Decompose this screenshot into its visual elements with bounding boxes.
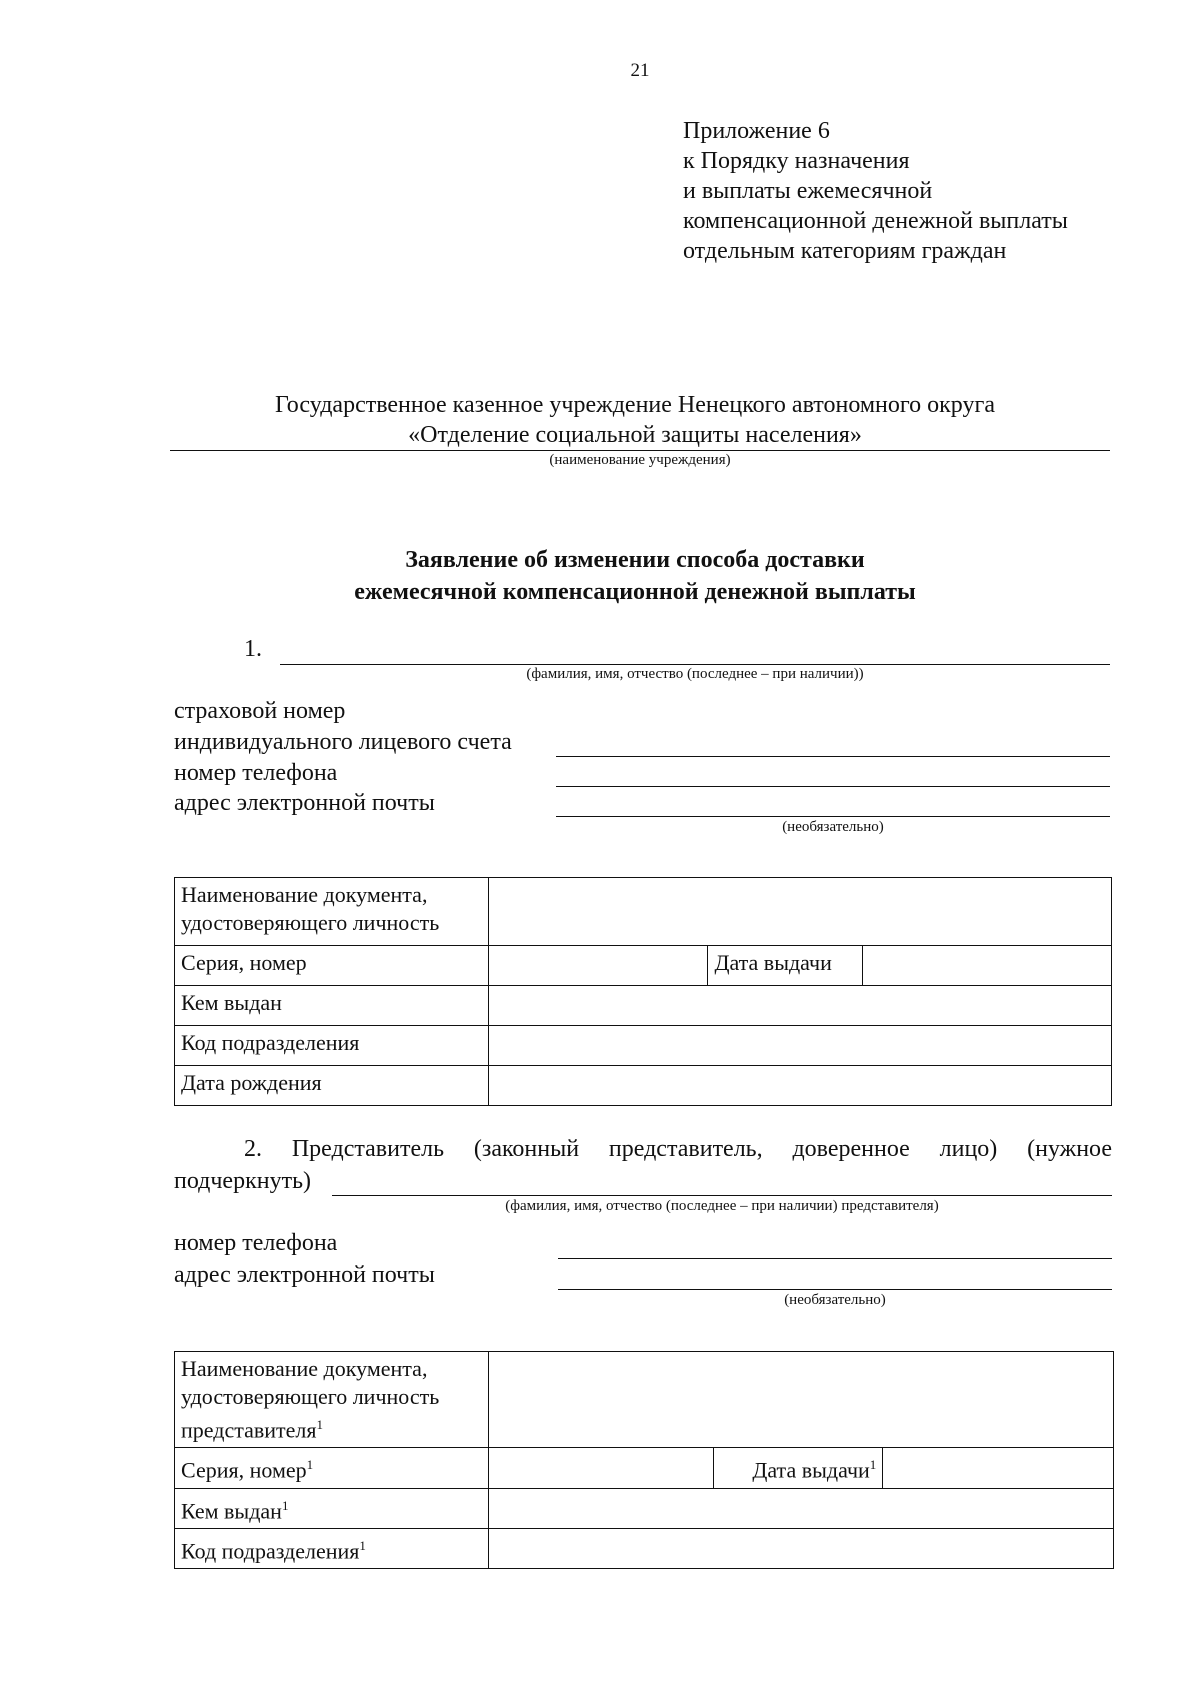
rep-email-optional-caption: (необязательно) — [784, 1292, 886, 1308]
footnote-mark: 1 — [359, 1537, 366, 1553]
section2-text-line1: 2. Представитель (законный представитель, доверенное лицо) (нужное — [244, 1136, 1112, 1162]
institution-line-2: «Отделение социальной защиты населения» — [408, 422, 862, 448]
title-line-2: ежемесячной компенсационной денежной выплаты — [354, 579, 916, 605]
footnote-mark: 1 — [869, 1457, 877, 1473]
applicant-name-field[interactable] — [280, 664, 1110, 665]
institution-name — [170, 390, 1100, 450]
snils-field[interactable] — [556, 756, 1110, 757]
dept-code-label: Код подразделения — [175, 1026, 489, 1066]
rep-issue-date-cell — [714, 1448, 883, 1488]
rep-dept-code-label: Код подразделения — [181, 1538, 360, 1564]
issue-date-label: Дата выдачи — [708, 946, 863, 986]
annex-line: компенсационной денежной выплаты — [683, 208, 1068, 234]
dept-code-value[interactable] — [488, 1026, 1111, 1066]
representative-name-caption: (фамилия, имя, отчество (последнее – при наличии) представителя) — [505, 1198, 939, 1214]
rep-issue-date-label: Дата выдачи — [752, 1457, 870, 1483]
page-number: 21 — [630, 60, 650, 81]
rep-doc-name-label — [175, 1352, 489, 1448]
annex-line: отдельным категориям граждан — [683, 238, 1007, 264]
title-line-1: Заявление об изменении способа доставки — [405, 547, 865, 573]
representative-name-field[interactable] — [332, 1195, 1112, 1196]
rep-dept-code-value[interactable] — [488, 1528, 1113, 1568]
annex-line: Приложение 6 — [683, 118, 830, 144]
series-label: Серия, номер — [175, 946, 489, 986]
doc-name-label: Наименование документа, удостоверяющего личность — [175, 878, 489, 946]
issued-by-value[interactable] — [488, 986, 1111, 1026]
section2-text-line2: подчеркнуть) — [174, 1168, 312, 1194]
rep-phone-label: номер телефона — [174, 1230, 338, 1256]
rep-doc-name-line-1: Наименование документа, — [181, 1356, 428, 1381]
applicant-name-caption: (фамилия, имя, отчество (последнее – при наличии)) — [526, 666, 864, 682]
birth-date-value[interactable] — [488, 1066, 1111, 1106]
rep-issued-by-label: Кем выдан — [181, 1497, 282, 1523]
rep-email-field[interactable] — [558, 1289, 1112, 1290]
section1-number: 1. — [244, 636, 262, 662]
birth-date-label: Дата рождения — [175, 1066, 489, 1106]
doc-name-value[interactable] — [488, 878, 1111, 946]
phone-field[interactable] — [556, 786, 1110, 787]
institution-caption: (наименование учреждения) — [549, 452, 731, 468]
phone-label: номер телефона — [174, 760, 338, 786]
rep-phone-field[interactable] — [558, 1258, 1112, 1259]
rep-doc-name-value[interactable] — [488, 1352, 1113, 1448]
rep-series-cell — [175, 1448, 489, 1488]
institution-underline — [170, 450, 1110, 451]
rep-email-label: адрес электронной почты — [174, 1262, 435, 1288]
series-value[interactable] — [488, 946, 708, 986]
email-label: адрес электронной почты — [174, 790, 435, 816]
snils-label-1: страховой номер — [174, 698, 346, 724]
document-title — [170, 544, 1100, 608]
footnote-mark: 1 — [316, 1417, 323, 1432]
representative-document-table — [174, 1351, 1114, 1569]
email-field[interactable] — [556, 816, 1110, 817]
applicant-document-table — [174, 877, 1112, 1106]
rep-series-label: Серия, номер — [181, 1457, 307, 1483]
annex-line: и выплаты ежемесячной — [683, 178, 933, 204]
annex-header — [683, 116, 1068, 266]
rep-series-value[interactable] — [488, 1448, 714, 1488]
rep-doc-name-line-2: удостоверяющего личность — [181, 1384, 440, 1409]
snils-label-2: индивидуального лицевого счета — [174, 729, 512, 755]
rep-issued-by-value[interactable] — [488, 1488, 1113, 1528]
rep-issue-date-value[interactable] — [883, 1448, 1114, 1488]
rep-doc-name-line-3: представителя — [181, 1417, 317, 1443]
rep-issued-by-cell — [175, 1488, 489, 1528]
email-optional-caption: (необязательно) — [782, 819, 884, 835]
institution-line-1: Государственное казенное учреждение Ненецкого автономного округа — [275, 392, 995, 418]
issue-date-value[interactable] — [863, 946, 1112, 986]
footnote-mark: 1 — [306, 1457, 314, 1473]
rep-dept-code-cell — [175, 1528, 489, 1568]
issued-by-label: Кем выдан — [175, 986, 489, 1026]
footnote-mark: 1 — [281, 1497, 289, 1513]
annex-line: к Порядку назначения — [683, 148, 910, 174]
